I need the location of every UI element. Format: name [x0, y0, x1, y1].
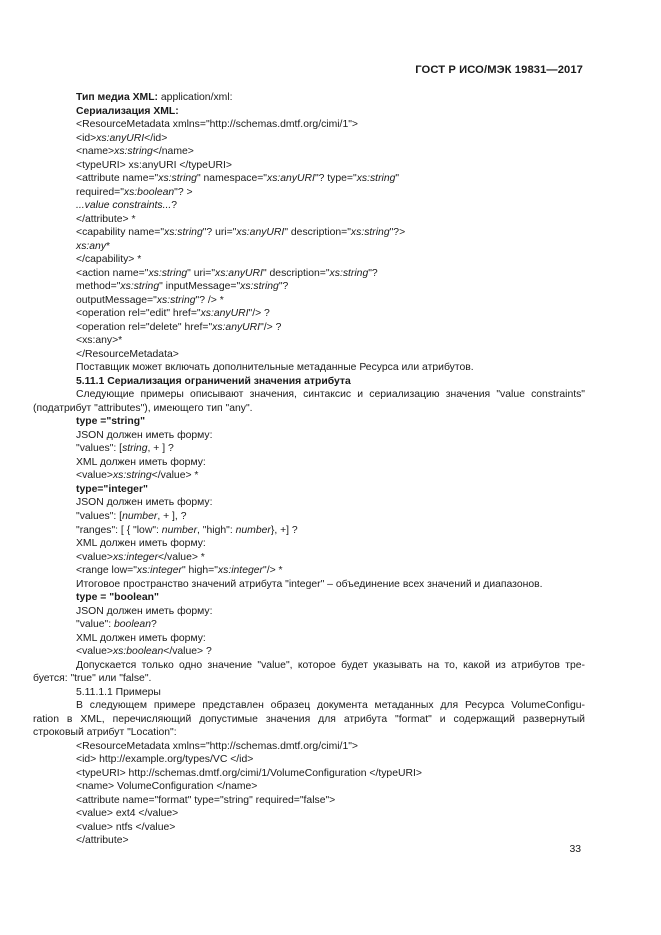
- text-line: [33, 226, 585, 240]
- text-segment: ": [395, 173, 400, 185]
- italic-text: xs:boolean: [112, 646, 164, 658]
- text-segment: "? type=": [314, 173, 357, 185]
- text-segment: <operation rel="delete" href=": [76, 321, 213, 333]
- text-segment: <typeURI> xs:anyURI </typeURI>: [76, 159, 232, 171]
- italic-text: number: [235, 524, 271, 536]
- text-line: [33, 591, 585, 605]
- text-segment: <id>: [76, 132, 97, 144]
- page-number: 33: [569, 844, 581, 855]
- text-segment: ?: [171, 200, 178, 212]
- italic-text: boolean: [114, 619, 151, 631]
- text-segment: Следующие примеры описывают значения, синтаксис и сериализацию значения "value constraints": [76, 389, 585, 401]
- text-segment: XML должен иметь форму:: [76, 632, 206, 644]
- text-segment: <attribute name=": [76, 173, 159, 185]
- text-segment: }, +] ?: [270, 524, 298, 536]
- italic-text: xs:anyURI: [236, 227, 285, 239]
- text-line: [33, 713, 585, 727]
- text-segment: 5.11.1.1 Примеры: [76, 686, 161, 698]
- text-segment: <value> ext4 </value>: [76, 808, 179, 820]
- text-line: [33, 159, 585, 173]
- text-line: [33, 118, 585, 132]
- text-line: [33, 753, 585, 767]
- text-segment: XML должен иметь форму:: [76, 456, 206, 468]
- text-segment: строковый атрибут "Location":: [33, 727, 177, 739]
- italic-text: xs:string: [329, 267, 369, 279]
- italic-text: xs:anyURI: [267, 173, 315, 185]
- text-segment: "?: [368, 267, 378, 279]
- text-line: [33, 510, 585, 524]
- text-line: [33, 91, 585, 105]
- text-line: [33, 294, 585, 308]
- text-segment: *: [106, 240, 111, 252]
- italic-text: xs:integer: [217, 565, 263, 577]
- text-line: [33, 402, 585, 416]
- text-segment: В следующем примере представлен образец документа метаданных для Ресурса VolumeConfigu-: [76, 700, 585, 712]
- italic-text: number: [161, 524, 198, 536]
- italic-text: ...value constraints...: [76, 200, 172, 212]
- text-segment: application/xml:: [158, 92, 233, 103]
- text-segment: </value> ?: [163, 646, 212, 658]
- text-segment: <name> VolumeConfiguration </name>: [76, 781, 258, 793]
- italic-text: string: [122, 443, 148, 455]
- text-segment: Поставщик может включать дополнительные метаданные Ресурса или атрибутов.: [76, 362, 474, 374]
- text-segment: JSON должен иметь форму:: [76, 497, 213, 509]
- italic-text: xs:string: [164, 227, 203, 239]
- text-line: [33, 199, 585, 213]
- text-line: [33, 348, 585, 362]
- text-segment: XML должен иметь форму:: [76, 538, 206, 550]
- text-segment: <id> http://example.org/types/VC </id>: [76, 754, 254, 766]
- text-segment: , + ] ?: [147, 443, 174, 455]
- text-line: [33, 240, 585, 254]
- text-segment: буется: "true" или "false".: [33, 673, 152, 685]
- text-line: [33, 253, 585, 267]
- text-segment: " high=": [181, 565, 218, 577]
- text-line: [33, 821, 585, 835]
- text-segment: <range low=": [76, 565, 137, 577]
- text-segment: Итоговое пространство значений атрибута "integer" – объединение всех значений и диапазонов.: [76, 578, 543, 590]
- text-segment: , + ], ?: [157, 510, 187, 522]
- italic-text: xs:string: [120, 281, 160, 293]
- text-line: [33, 145, 585, 159]
- text-segment: , "high":: [197, 524, 236, 536]
- italic-text: xs:string: [112, 470, 152, 482]
- text-line: [33, 361, 585, 375]
- text-segment: "value":: [76, 619, 114, 631]
- italic-text: xs:anyURI: [212, 321, 261, 333]
- text-line: [33, 172, 585, 186]
- text-segment: JSON должен иметь форму:: [76, 429, 213, 441]
- italic-text: xs:string: [156, 294, 196, 306]
- italic-text: xs:string: [148, 267, 188, 279]
- text-line: [33, 388, 585, 402]
- bold-text: type = "boolean": [76, 592, 159, 604]
- text-segment: <value>: [76, 551, 113, 563]
- italic-text: xs:integer: [112, 551, 159, 563]
- text-segment: " description=": [284, 227, 351, 239]
- text-segment: <ResourceMetadata xmlns="http://schemas.dmtf.org/cimi/1">: [76, 740, 358, 752]
- text-segment: "? /> *: [195, 294, 224, 306]
- text-line: [33, 537, 585, 551]
- text-segment: " namespace=": [196, 173, 267, 185]
- text-line: [33, 307, 585, 321]
- text-segment: <name>: [76, 146, 115, 158]
- text-line: [33, 280, 585, 294]
- text-line: [33, 659, 585, 673]
- text-segment: "?: [278, 281, 289, 293]
- text-line: [33, 672, 585, 686]
- italic-text: xs:string: [114, 146, 153, 158]
- text-segment: <action name=": [76, 267, 149, 279]
- text-line: [33, 213, 585, 227]
- text-line: [33, 780, 585, 794]
- text-line: [33, 699, 585, 713]
- text-segment: </value> *: [151, 470, 199, 482]
- italic-text: xs:string: [158, 173, 197, 185]
- text-segment: <value> ntfs </value>: [76, 821, 176, 833]
- bold-text: type="integer": [76, 483, 148, 495]
- bold-text: 5.11.1 Сериализация ограничений значения атрибута: [76, 375, 351, 387]
- text-segment: <capability name=": [76, 227, 165, 239]
- text-line: [33, 686, 585, 700]
- italic-text: xs:string: [350, 227, 390, 239]
- italic-text: xs:string: [240, 281, 279, 293]
- text-segment: ration в XML, перечисляющий допустимые значения для атрибута "format" и содержащий развернутый: [33, 713, 585, 725]
- text-segment: "values": [: [76, 443, 123, 455]
- text-segment: Допускается только одно значение "value", которое будет указывать на то, какой из атрибутов тре-: [76, 659, 585, 671]
- italic-text: xs:anyURI: [215, 267, 263, 279]
- text-segment: "values": [: [76, 510, 123, 522]
- bold-text: Тип медиа XML:: [76, 92, 159, 103]
- italic-text: xs:string: [356, 173, 396, 185]
- text-line: [33, 645, 585, 659]
- text-line: [33, 578, 585, 592]
- text-segment: <operation rel="edit" href=": [76, 308, 201, 320]
- text-segment: </capability> *: [76, 254, 142, 266]
- text-line: [33, 794, 585, 808]
- text-segment: </attribute>: [76, 835, 129, 847]
- text-segment: outputMessage=": [76, 294, 157, 306]
- text-segment: <typeURI> http://schemas.dmtf.org/cimi/1/VolumeConfiguration </typeURI>: [76, 767, 422, 779]
- text-segment: " inputMessage=": [159, 281, 241, 293]
- italic-text: xs:integer: [136, 565, 182, 577]
- text-segment: </ResourceMetadata>: [76, 348, 179, 360]
- text-segment: ?: [150, 619, 157, 631]
- text-line: [33, 415, 585, 429]
- text-segment: </value> *: [158, 551, 205, 563]
- text-segment: <ResourceMetadata xmlns="http://schemas.dmtf.org/cimi/1">: [76, 119, 358, 131]
- text-segment: </attribute> *: [76, 213, 136, 225]
- text-segment: (податрибут "attributes"), имеющего тип "any".: [33, 402, 253, 414]
- text-line: [33, 564, 585, 578]
- text-line: [33, 551, 585, 565]
- text-line: [33, 429, 585, 443]
- text-line: [33, 524, 585, 538]
- text-segment: "? uri=": [202, 227, 237, 239]
- text-segment: "ranges": [ { "low":: [76, 524, 162, 536]
- text-line: [33, 726, 585, 740]
- text-segment: </id>: [144, 132, 168, 144]
- text-line: [33, 321, 585, 335]
- text-line: [33, 618, 585, 632]
- text-segment: "/> ?: [260, 321, 282, 333]
- italic-text: xs:any: [76, 240, 107, 252]
- text-line: [33, 442, 585, 456]
- text-line: [33, 605, 585, 619]
- text-line: [33, 105, 585, 119]
- text-segment: " description=": [262, 267, 330, 279]
- text-segment: " uri=": [187, 267, 216, 279]
- text-line: [33, 469, 585, 483]
- text-line: [33, 632, 585, 646]
- italic-text: xs:boolean: [123, 186, 175, 198]
- italic-text: xs:anyURI: [200, 308, 249, 320]
- text-line: [33, 496, 585, 510]
- text-segment: <attribute name="format" type="string" required="false">: [76, 794, 336, 806]
- page-body: [33, 91, 585, 848]
- text-segment: "/> *: [263, 565, 283, 577]
- text-segment: <value>: [76, 646, 113, 658]
- bold-text: Сериализация XML:: [76, 105, 179, 117]
- text-segment: <value>: [76, 470, 113, 482]
- text-line: [33, 740, 585, 754]
- text-segment: <xs:any>*: [76, 335, 123, 347]
- text-line: [33, 834, 585, 848]
- text-line: [33, 767, 585, 781]
- text-segment: "? >: [174, 186, 193, 198]
- text-line: [33, 456, 585, 470]
- italic-text: number: [122, 510, 158, 522]
- text-segment: required=": [76, 186, 124, 198]
- standard-header: ГОСТ Р ИСО/МЭК 19831—2017: [415, 64, 583, 76]
- text-line: [33, 375, 585, 389]
- text-segment: method=": [76, 281, 121, 293]
- text-segment: "/> ?: [248, 308, 270, 320]
- text-line: [33, 807, 585, 821]
- text-line: [33, 186, 585, 200]
- text-segment: </name>: [152, 146, 194, 158]
- text-line: [33, 483, 585, 497]
- text-segment: JSON должен иметь форму:: [76, 605, 213, 617]
- text-line: [33, 334, 585, 348]
- italic-text: xs:anyURI: [96, 132, 145, 144]
- text-line: [33, 267, 585, 281]
- bold-text: type ="string": [76, 416, 146, 428]
- text-segment: "?>: [389, 227, 406, 239]
- text-line: [33, 132, 585, 146]
